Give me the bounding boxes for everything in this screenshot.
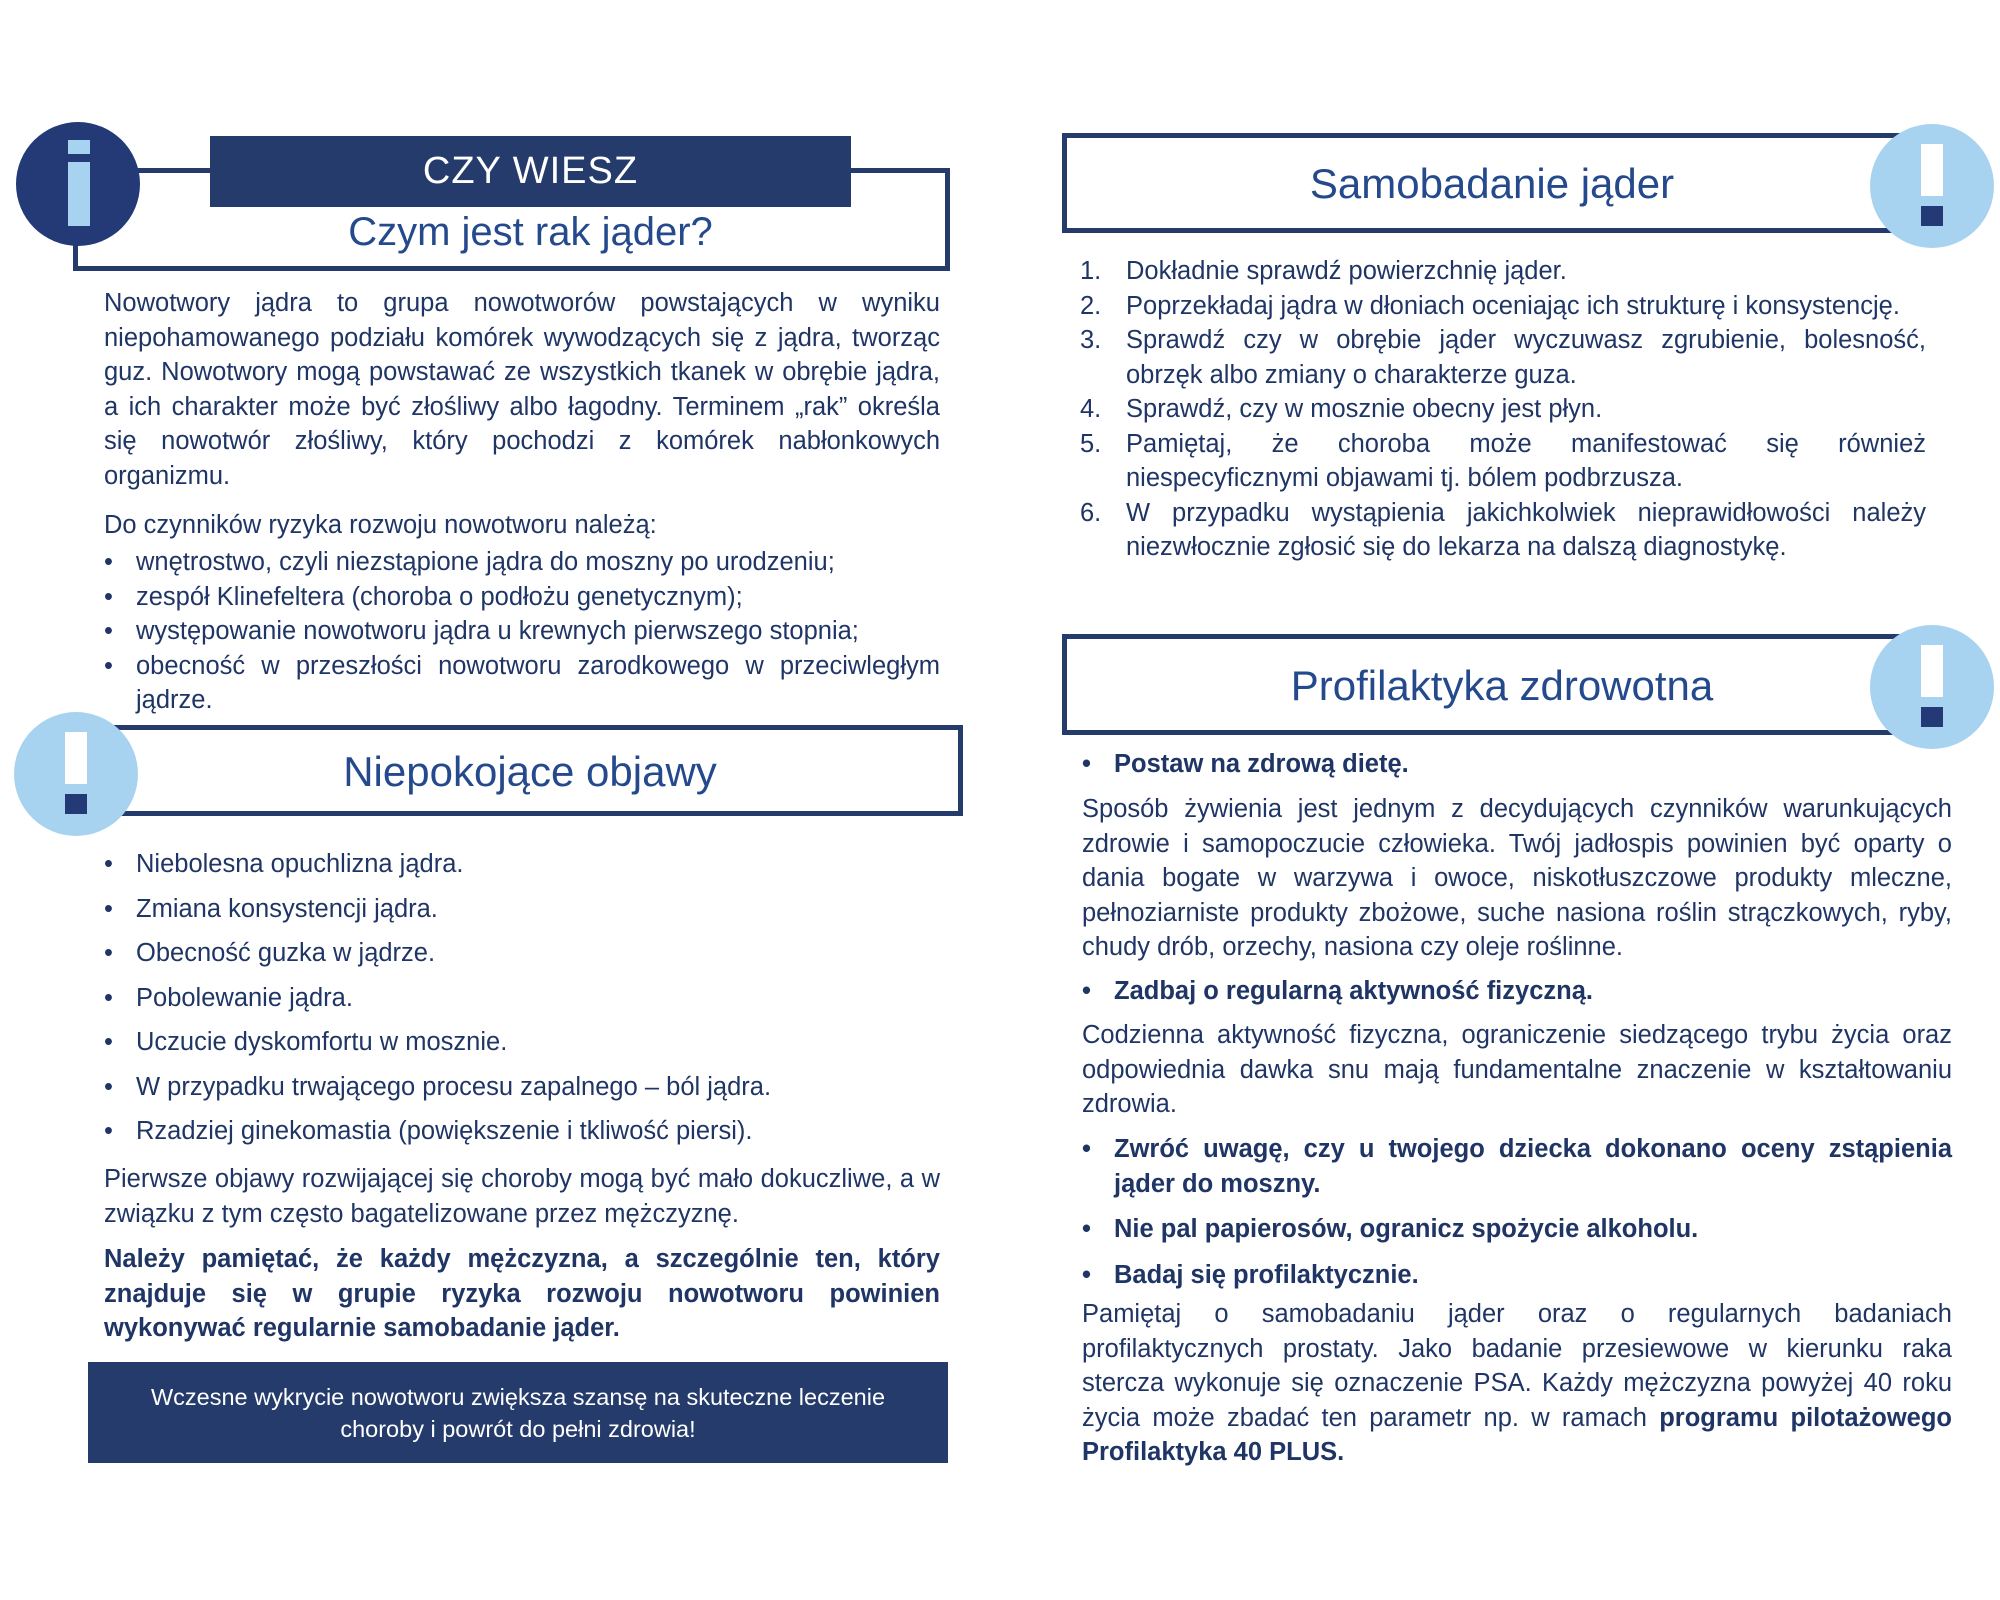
list-item: • zespół Klinefeltera (choroba o podłożu genetycznym); [104, 582, 743, 611]
activity-paragraph: Codzienna aktywność fizyczna, ograniczenie siedzącego trybu życia oraz odpowiednia dawka snu mają fundamentalne znaczenie w kształtowaniu zdrowia. [1082, 1021, 1952, 1118]
callout-box [88, 1362, 948, 1463]
list-item: 6. W przypadku wystąpienia jakichkolwiek nieprawidłowości należy niezwłocznie zgłosić się do lekarza na dalszą diagnostykę. [1080, 498, 1926, 561]
list-item: • Obecność guzka w jądrze. [104, 939, 436, 967]
list-item: 2. Poprzekładaj jądra w dłoniach oceniając ich strukturę i konsystencję. [1080, 291, 1900, 320]
checkup-text: Pamiętaj o samobadaniu jąder oraz o regularnych badaniach profilaktycznych prostaty. Jako badanie przesiewowe w kierunku raka stercza wykonuje się oznaczenie PSA. Każdy mężczyzna powyżej 40 roku życia może zbadać ten parametr np. w ramach [1082, 1300, 1952, 1432]
rak-title: Czym jest rak jąder? [348, 210, 713, 254]
symptom-list [104, 842, 940, 1154]
rak-paragraph: Nowotwory jądra to grupa nowotworów powstających w wyniku niepohamowanego podziału komórek wywodzących się z jądra, tworząc guz. Nowotwory mogą powstawać ze wszystkich tkanek w obrębie jądra, a ich charakter może być złośliwy albo łagodny. Terminem „rak” określa się nowotwór złośliwy, który pochodzi z komórek nabłonkowych organizmu. [104, 289, 940, 490]
habits-heading-list [1082, 1132, 1952, 1292]
list-item: • Rzadziej ginekomastia (powiększenie i tkliwość piersi). [104, 1117, 753, 1145]
checkup-paragraph [1082, 1297, 1952, 1470]
objawy-title: Niepokojące objawy [343, 748, 717, 795]
checkup-program: programu pilotażowego Profilaktyka 40 PLUS. [1082, 1403, 1953, 1466]
diet-heading-list [1082, 747, 1952, 782]
diet-paragraph: Sposób żywienia jest jednym z decydujących czynników warunkujących zdrowie i samopoczucie człowieka. Twój jadłospis powinien być oparty o dania bogate w warzywa i owoce, niskotłuszczowe produkty mleczne, pełnoziarniste produkty zbożowe, suche nasiona roślin strączkowych, ryby, chudy drób, orzechy, nasiona czy oleje roślinne. [1082, 795, 1952, 961]
self-exam-steps [1080, 254, 1926, 565]
list-item: • Zmiana konsystencji jądra. [104, 894, 438, 923]
profilaktyka-title: Profilaktyka zdrowotna [1290, 662, 1714, 709]
list-item: • Niebolesna opuchlizna jądra. [104, 850, 464, 878]
list-item: • Postaw na zdrową dietę. [1082, 750, 1409, 778]
list-item: 4. Sprawdź, czy w mosznie obecny jest płyn. [1080, 395, 1603, 423]
info-icon [16, 122, 140, 246]
list-item: • obecność w przeszłości nowotworu zarodkowego w przeciwległym jądrze. [104, 651, 940, 714]
list-item: • Pobolewanie jądra. [104, 983, 353, 1012]
remember-paragraph: Należy pamiętać, że każdy mężczyzna, a szczególnie ten, który znajduje się w grupie ryzyka rozwoju nowotworu powinien wykonywać regularnie samobadanie jąder. [104, 1245, 940, 1342]
callout-text: Wczesne wykrycie nowotworu zwiększa szansę na skuteczne leczenie choroby i powrót do pełni zdrowia! [150, 1383, 886, 1442]
first-symptoms-paragraph: Pierwsze objawy rozwijającej się choroby mogą być mało dokuczliwe, a w związku z tym często bagatelizowane przez mężczyznę. [104, 1165, 940, 1228]
risk-factor-list [104, 545, 940, 718]
list-item: 1. Dokładnie sprawdź powierzchnię jąder. [1080, 257, 1567, 285]
activity-heading-list [1082, 974, 1952, 1009]
list-item: 5. Pamiętaj, że choroba może manifestować się również niespecyficznymi objawami tj. bólem podbrzusza. [1080, 429, 1926, 492]
list-item: • Uczucie dyskomfortu w mosznie. [104, 1028, 508, 1056]
czy-wiesz-label: CZY WIESZ [422, 150, 639, 192]
exclamation-icon [1870, 124, 1994, 248]
exclamation-icon [14, 712, 138, 836]
samobadanie-title: Samobadanie jąder [1309, 160, 1675, 207]
list-item: 3. Sprawdź czy w obrębie jąder wyczuwasz zgrubienie, bolesność, obrzęk albo zmiany o charakterze guza. [1080, 326, 1926, 389]
list-item: • występowanie nowotworu jądra u krewnych pierwszego stopnia; [104, 617, 859, 645]
czy-wiesz-banner [210, 136, 851, 207]
list-item: • Zadbaj o regularną aktywność fizyczną. [1082, 977, 1593, 1005]
list-item: • Zwróć uwagę, czy u twojego dziecka dokonano oceny zstąpienia jąder do moszny. [1082, 1135, 1952, 1198]
list-item: • W przypadku trwającego procesu zapalnego – ból jądra. [104, 1072, 772, 1101]
list-item: • Nie pal papierosów, ogranicz spożycie alkoholu. [1082, 1215, 1699, 1243]
risk-intro: Do czynników ryzyka rozwoju nowotworu należą: [104, 511, 657, 539]
list-item: • wnętrostwo, czyli niezstąpione jądra do moszny po urodzeniu; [104, 548, 835, 576]
exclamation-icon [1870, 625, 1994, 749]
list-item: • Badaj się profilaktycznie. [1082, 1260, 1419, 1289]
